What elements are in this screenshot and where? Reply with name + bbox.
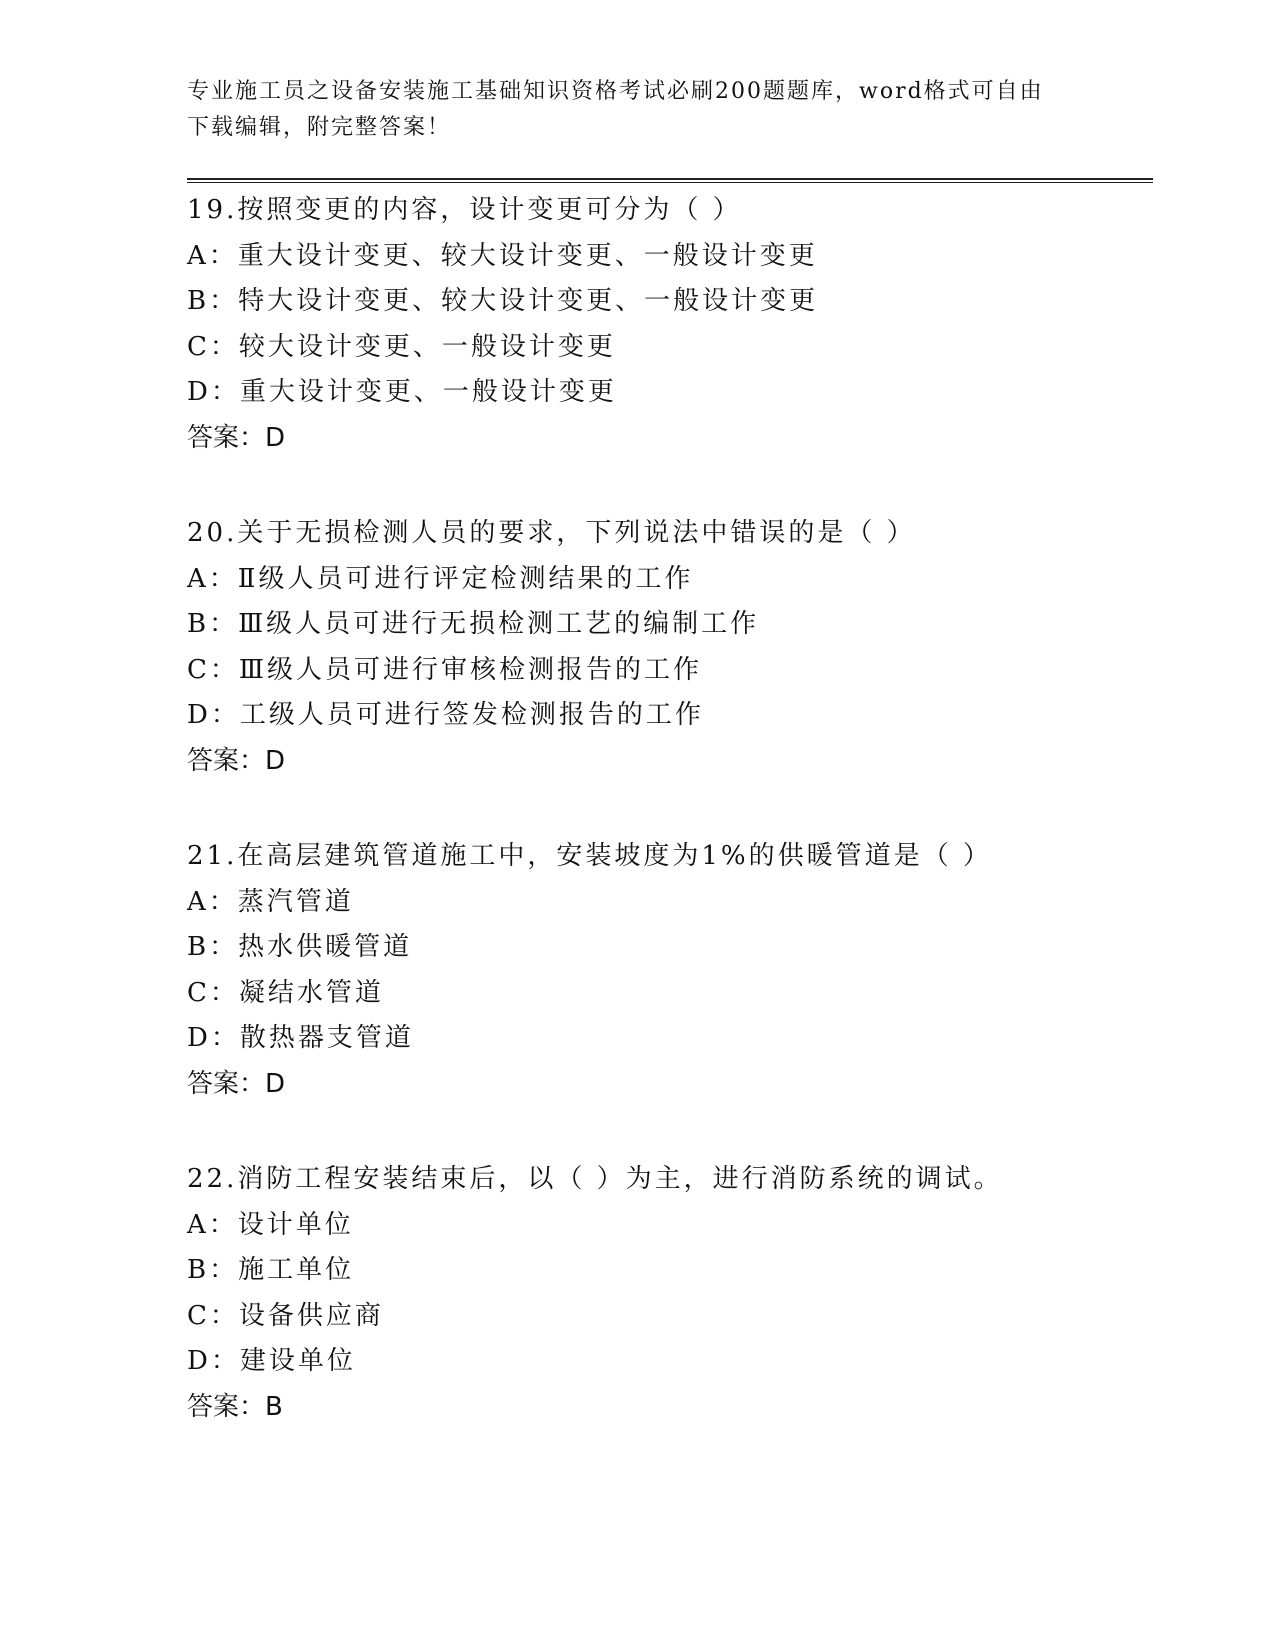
option-b: B：Ⅲ级人员可进行无损检测工艺的编制工作: [187, 609, 760, 639]
option-d: D：工级人员可进行签发检测报告的工作: [187, 700, 704, 730]
option-c: C：较大设计变更、一般设计变更: [187, 331, 616, 362]
header-divider-thick: [187, 178, 1153, 180]
option-b: B：热水供暖管道: [187, 932, 413, 962]
question-list: [187, 188, 1153, 1480]
option-d: D：建设单位: [187, 1346, 356, 1376]
option-c: C：设备供应商: [187, 1300, 384, 1331]
answer-line: 答案：B: [187, 1391, 283, 1422]
question-stem: 22.消防工程安装结束后，以（ ）为主，进行消防系统的调试。: [187, 1164, 1003, 1194]
question-stem: 19.按照变更的内容，设计变更可分为（ ）: [187, 195, 742, 225]
option-b: B：施工单位: [187, 1255, 355, 1285]
answer-line: 答案：D: [187, 745, 286, 776]
question-stem: 21.在高层建筑管道施工中，安装坡度为1%的供暖管道是（ ）: [187, 841, 992, 871]
option-a: A：重大设计变更、较大设计变更、一般设计变更: [187, 240, 818, 271]
option-a: A：设计单位: [187, 1209, 354, 1240]
option-d: D：重大设计变更、一般设计变更: [187, 377, 617, 407]
option-a: A：蒸汽管道: [187, 886, 354, 917]
header-divider-thin: [187, 182, 1153, 183]
question-stem: 20.关于无损检测人员的要求，下列说法中错误的是（ ）: [187, 518, 916, 548]
question-20: [187, 511, 1153, 784]
option-c: C：凝结水管道: [187, 977, 384, 1008]
question-21: [187, 834, 1153, 1107]
header-line-1: 专业施工员之设备安装施工基础知识资格考试必刷200题题库，word格式可自由: [187, 79, 1044, 104]
question-22: [187, 1157, 1153, 1430]
option-d: D：散热器支管道: [187, 1023, 414, 1053]
option-a: A：Ⅱ级人员可进行评定检测结果的工作: [187, 563, 694, 594]
header-line-2: 下载编辑，附完整答案！: [187, 115, 452, 140]
option-c: C：Ⅲ级人员可进行审核检测报告的工作: [187, 654, 702, 685]
question-19: [187, 188, 1153, 461]
option-b: B：特大设计变更、较大设计变更、一般设计变更: [187, 286, 819, 316]
answer-line: 答案：D: [187, 422, 286, 453]
answer-line: 答案：D: [187, 1068, 286, 1099]
document-header: [187, 74, 1087, 146]
